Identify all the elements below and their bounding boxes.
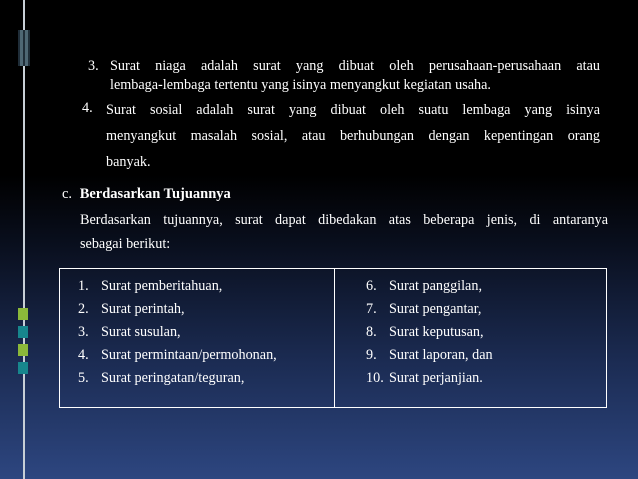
section-title: Berdasarkan Tujuannya xyxy=(79,186,231,202)
list-item-4 xyxy=(82,97,612,175)
intro-line1: Berdasarkan tujuannya, surat dapat dibedakan atas beberapa jenis, di antaranya xyxy=(80,212,608,228)
item-text-line1: Surat niaga adalah surat yang dibuat oleh perusahaan-perusahaan atau xyxy=(110,58,600,74)
decorative-vertical-line xyxy=(23,0,25,479)
item-text-line3: banyak. xyxy=(106,154,151,170)
list-item-3 xyxy=(88,55,608,96)
table-row: 1. Surat pemberitahuan, xyxy=(78,278,223,294)
table-row: 6. Surat panggilan, xyxy=(366,278,482,294)
table-row: 5. Surat peringatan/teguran, xyxy=(78,370,245,386)
section-intro xyxy=(80,208,608,256)
intro-line2: sebagai berikut: xyxy=(80,236,171,252)
table-row: 8. Surat keputusan, xyxy=(366,324,484,340)
decorative-bar-top xyxy=(18,30,30,66)
table-row: 9. Surat laporan, dan xyxy=(366,347,493,363)
section-heading xyxy=(62,186,231,203)
item-text-line1: Surat sosial adalah surat yang dibuat oleh suatu lembaga yang isinya xyxy=(106,102,600,118)
table-row: 2. Surat perintah, xyxy=(78,301,185,317)
table-row: 7. Surat pengantar, xyxy=(366,301,482,317)
table-right-column xyxy=(366,275,493,390)
table-left-column xyxy=(78,275,277,390)
section-marker: c. xyxy=(62,186,73,202)
item-number: 4. xyxy=(82,100,93,116)
item-number: 3. xyxy=(88,58,99,74)
item-text-line2: lembaga-lembaga tertentu yang isinya menyangkut kegiatan usaha. xyxy=(110,77,491,93)
decorative-bar-middle xyxy=(18,308,30,374)
table-row: 10. Surat perjanjian. xyxy=(366,370,483,386)
table-row: 4. Surat permintaan/permohonan, xyxy=(78,347,277,363)
table-row: 3. Surat susulan, xyxy=(78,324,181,340)
table-column-divider xyxy=(334,269,335,407)
item-text-line2: menyangkut masalah sosial, atau berhubungan dengan kepentingan orang xyxy=(106,128,600,144)
letter-types-table xyxy=(59,268,607,408)
